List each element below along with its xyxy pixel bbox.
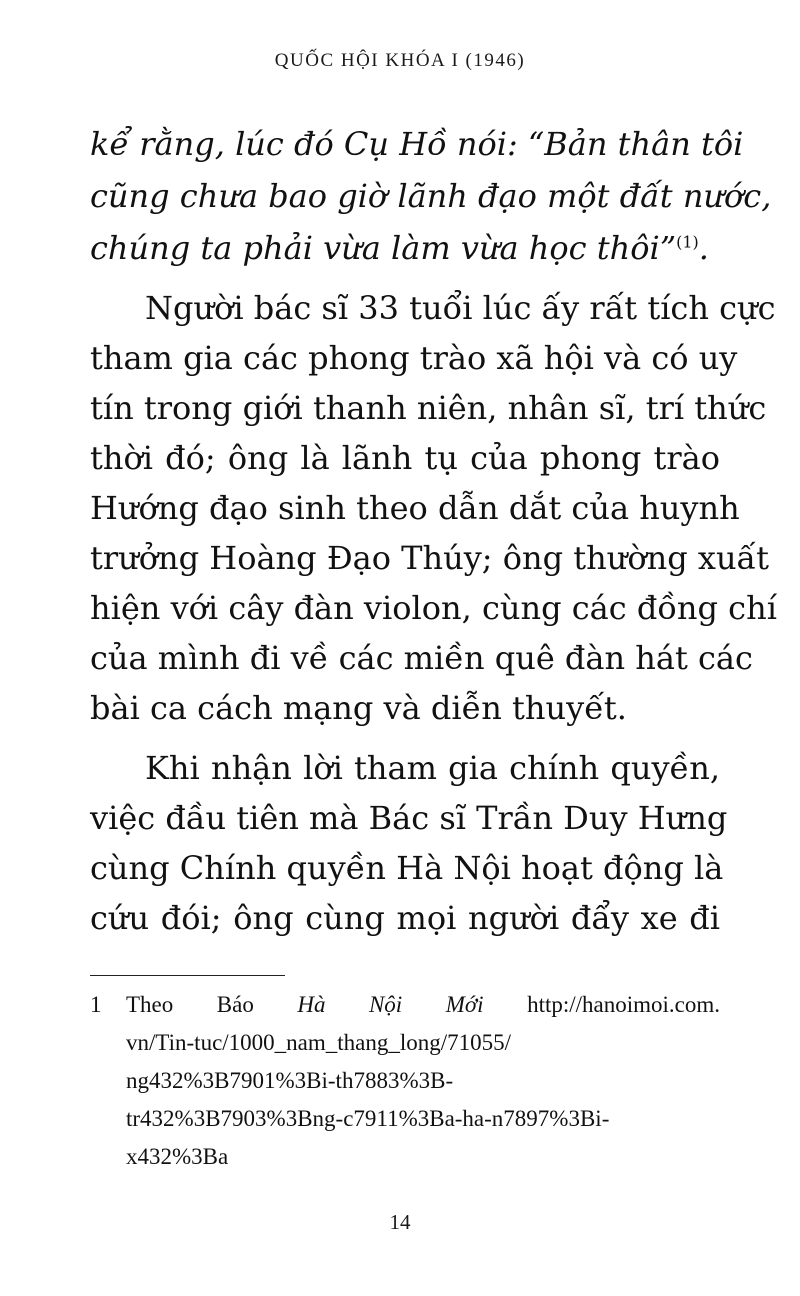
paragraph-2-line-8: của mình đi về các miền quê đàn hát các bbox=[90, 639, 753, 677]
footnote-separator bbox=[90, 975, 285, 976]
paragraph-2-line-5: Hướng đạo sinh theo dẫn dắt của huynh bbox=[90, 489, 740, 527]
page-number: 14 bbox=[389, 1210, 411, 1234]
quote-line-3-text: chúng ta phải vừa làm vừa học thôi” bbox=[90, 229, 677, 267]
paragraph-2-line-9: bài ca cách mạng và diễn thuyết. bbox=[90, 689, 627, 727]
paragraph-2-line-6: trưởng Hoàng Đạo Thúy; ông thường xuất bbox=[90, 539, 770, 577]
quote-line-3 bbox=[90, 228, 720, 268]
quote-line-2: cũng chưa bao giờ lãnh đạo một đất nước, bbox=[90, 177, 772, 215]
paragraph-2-line-2: tham gia các phong trào xã hội và có uy bbox=[90, 339, 738, 377]
running-header: QUỐC HỘI KHÓA I (1946) bbox=[274, 50, 526, 71]
paragraph-2-line-4: thời đó; ông là lãnh tụ của phong trào bbox=[90, 439, 720, 477]
quote-line-1: kể rằng, lúc đó Cụ Hồ nói: “Bản thân tôi bbox=[90, 125, 744, 163]
footnote-url-start: http://hanoimoi.com. bbox=[527, 992, 720, 1017]
footnote-line-1 bbox=[126, 990, 720, 1020]
paragraph-3-line-1: Khi nhận lời tham gia chính quyền, bbox=[145, 749, 720, 787]
paragraph-2-line-1: Người bác sĩ 33 tuổi lúc ấy rất tích cực bbox=[145, 289, 776, 327]
paragraph-2-line-3: tín trong giới thanh niên, nhân sĩ, trí thức bbox=[90, 389, 767, 427]
paragraph-3-line-4: cứu đói; ông cùng mọi người đẩy xe đi bbox=[90, 899, 720, 937]
footnote-url-line-4: x432%3Ba bbox=[126, 1144, 229, 1169]
footnote-reference: (1) bbox=[676, 232, 699, 252]
footnote-url-line-3: tr432%3B7903%3Bng-c7911%3Ba-ha-n7897%3Bi- bbox=[126, 1106, 610, 1131]
footnote-url-line-2: ng432%3B7901%3Bi-th7883%3B- bbox=[126, 1068, 454, 1093]
footnote-lead: Theo Báo bbox=[126, 992, 254, 1017]
footnote-number: 1 bbox=[90, 992, 102, 1017]
footnote-url-line-1: vn/Tin-tuc/1000_nam_thang_long/71055/ bbox=[126, 1030, 512, 1055]
paragraph-3-line-3: cùng Chính quyền Hà Nội hoạt động là bbox=[90, 849, 724, 887]
paragraph-3-line-2: việc đầu tiên mà Bác sĩ Trần Duy Hưng bbox=[90, 799, 728, 837]
footnote-source: Hà Nội Mới bbox=[297, 992, 484, 1017]
quote-end-punctuation: . bbox=[698, 229, 709, 267]
paragraph-2-line-7: hiện với cây đàn violon, cùng các đồng chí bbox=[90, 589, 777, 627]
